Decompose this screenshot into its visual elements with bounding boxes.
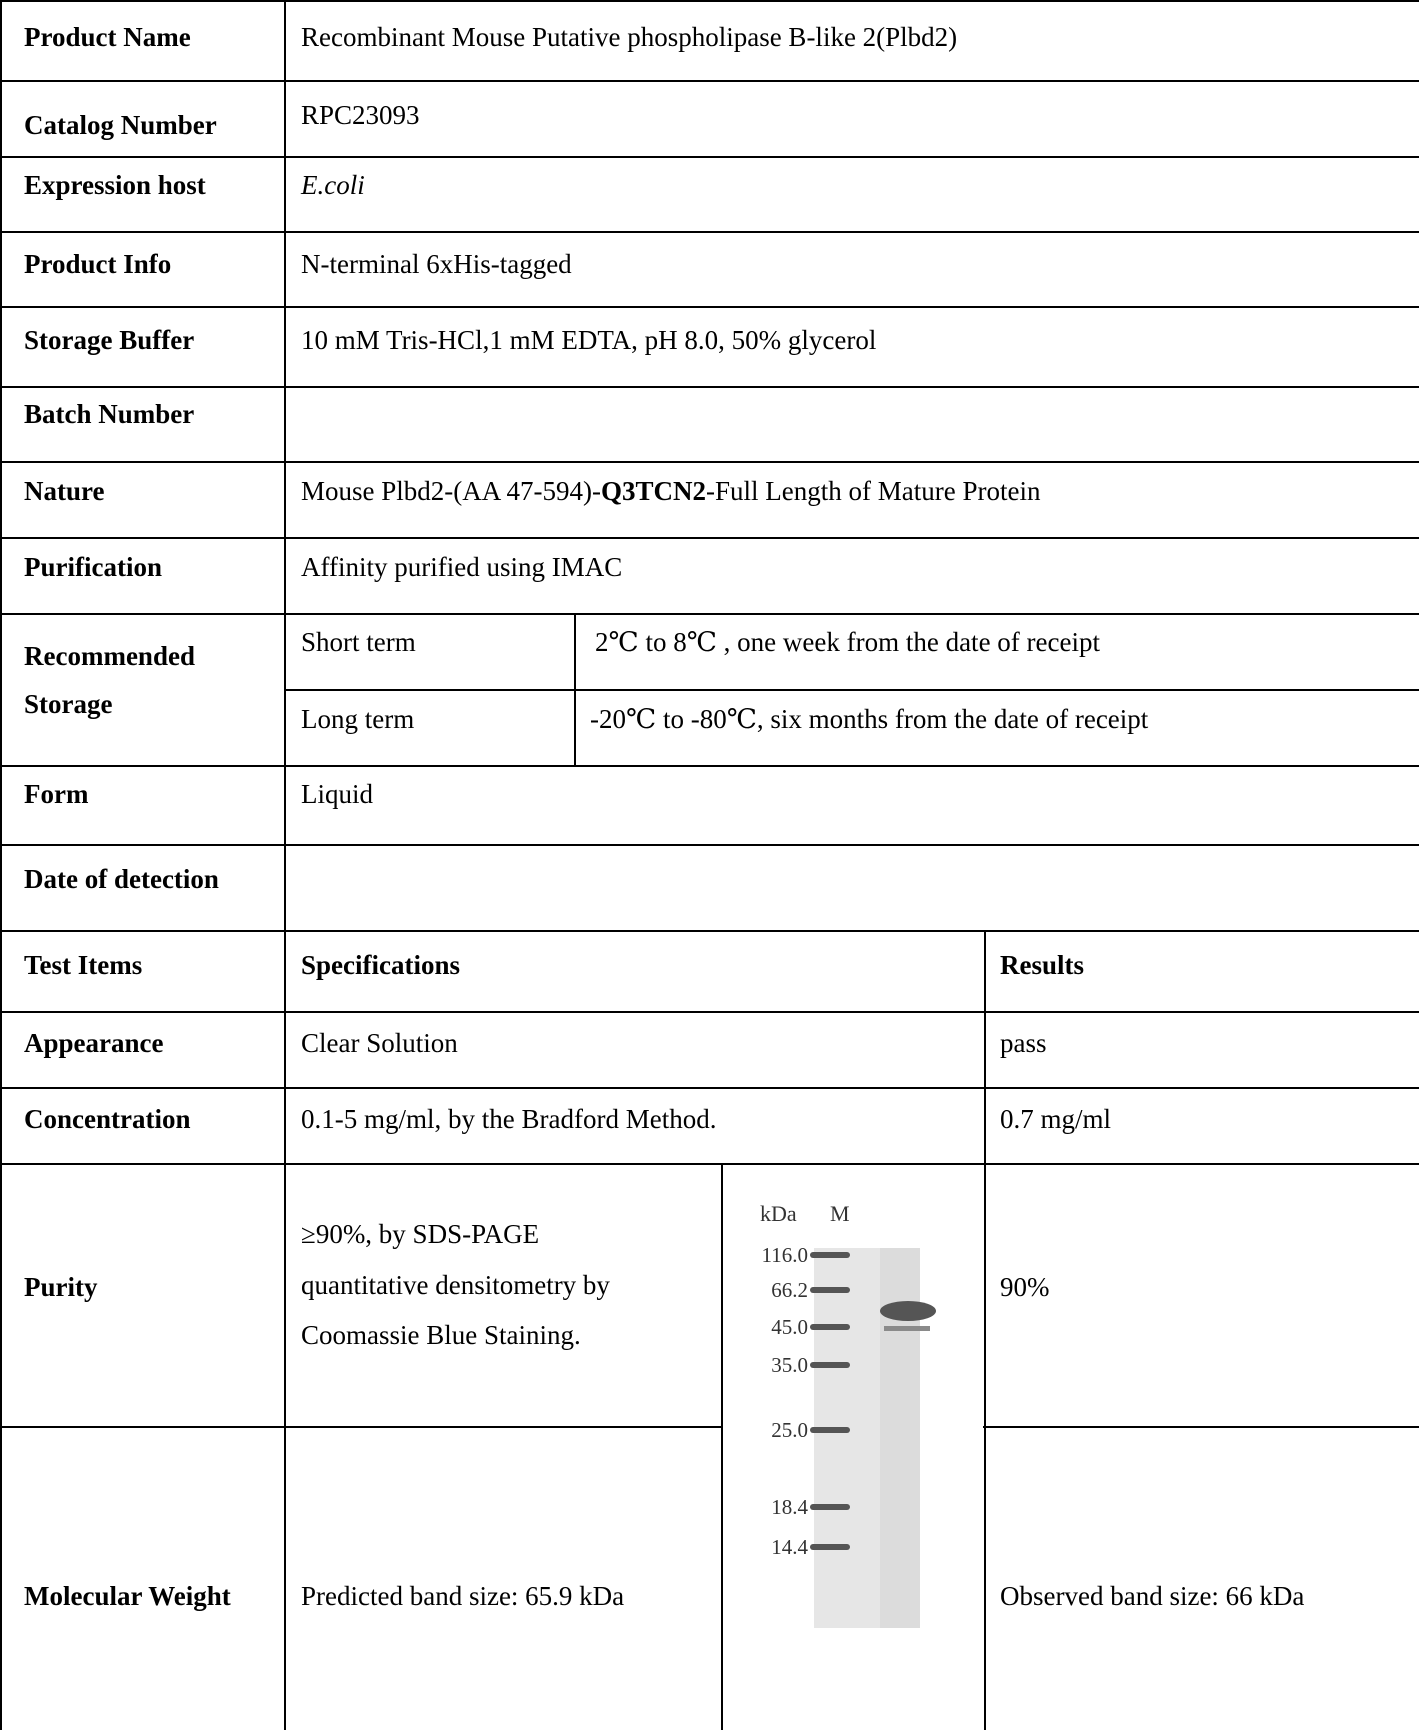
- test-items-header: Test Items: [24, 950, 143, 980]
- long-term-label: Long term: [301, 704, 415, 734]
- gel-sample-main-band: [880, 1301, 936, 1321]
- sds-page-gel-image: [730, 1196, 950, 1636]
- gel-marker-band: [810, 1504, 850, 1510]
- gel-marker-label: 14.4: [771, 1535, 808, 1559]
- concentration-label: Concentration: [24, 1104, 191, 1134]
- appearance-result: pass: [1000, 1028, 1047, 1058]
- gel-marker-band: [810, 1544, 850, 1550]
- purity-spec-line1: ≥90%, by SDS-PAGE: [301, 1219, 540, 1249]
- appearance-label: Appearance: [24, 1028, 164, 1058]
- gel-marker-band: [810, 1252, 850, 1258]
- gel-marker-label: 45.0: [771, 1315, 808, 1339]
- concentration-spec: 0.1-5 mg/ml, by the Bradford Method.: [301, 1104, 717, 1134]
- gel-svg: [730, 1196, 950, 1636]
- gel-marker-band: [810, 1362, 850, 1368]
- purity-result: 90%: [1000, 1272, 1050, 1302]
- gel-marker-label: 25.0: [771, 1418, 808, 1442]
- gel-sample-minor-band: [884, 1326, 930, 1331]
- date-of-detection-label: Date of detection: [24, 864, 219, 894]
- appearance-spec: Clear Solution: [301, 1028, 458, 1058]
- product-info-label: Product Info: [24, 249, 172, 279]
- gel-marker-lane-label: M: [830, 1201, 850, 1226]
- molecular-weight-label: Molecular Weight: [24, 1581, 231, 1611]
- storage-buffer-value: 10 mM Tris-HCl,1 mM EDTA, pH 8.0, 50% glycerol: [301, 325, 877, 355]
- nature-value: [301, 474, 1040, 509]
- gel-marker-band: [810, 1427, 850, 1433]
- long-term-value: -20℃ to -80℃, six months from the date of receipt: [590, 704, 1149, 734]
- purity-spec-line2: quantitative densitometry by: [301, 1270, 610, 1300]
- form-value: Liquid: [301, 779, 373, 809]
- gel-unit-label: kDa: [760, 1201, 797, 1226]
- results-header: Results: [1000, 950, 1085, 980]
- purity-spec-line3: Coomassie Blue Staining.: [301, 1320, 581, 1350]
- short-term-value: 2℃ to 8℃ , one week from the date of receipt: [595, 627, 1100, 657]
- short-term-label: Short term: [301, 627, 416, 657]
- product-name-value: Recombinant Mouse Putative phospholipase B-like 2(Plbd2): [301, 22, 958, 52]
- molecular-weight-result: Observed band size: 66 kDa: [1000, 1581, 1305, 1611]
- nature-value-suffix: -Full Length of Mature Protein: [706, 476, 1041, 506]
- gel-marker-label: 18.4: [771, 1495, 808, 1519]
- gel-marker-band: [810, 1287, 850, 1293]
- specifications-header: Specifications: [301, 950, 460, 980]
- product-name-label: Product Name: [24, 22, 191, 52]
- product-info-value: N-terminal 6xHis-tagged: [301, 249, 572, 279]
- gel-marker-label: 35.0: [771, 1353, 808, 1377]
- storage-buffer-label: Storage Buffer: [24, 325, 195, 355]
- gel-marker-band: [810, 1324, 850, 1330]
- catalog-number-value: RPC23093: [301, 100, 420, 130]
- nature-label: Nature: [24, 476, 105, 506]
- concentration-result: 0.7 mg/ml: [1000, 1104, 1112, 1134]
- nature-uniprot-id: Q3TCN2: [600, 476, 706, 506]
- form-label: Form: [24, 779, 89, 809]
- gel-marker-label: 116.0: [761, 1243, 808, 1267]
- nature-value-prefix: Mouse Plbd2-(AA 47-594)-: [301, 476, 601, 506]
- catalog-number-label: Catalog Number: [24, 110, 217, 140]
- gel-marker-label: 66.2: [771, 1278, 808, 1302]
- recommended-storage-label-line2: Storage: [24, 689, 113, 719]
- purity-label: Purity: [24, 1272, 98, 1302]
- purification-value: Affinity purified using IMAC: [301, 552, 623, 582]
- batch-number-label: Batch Number: [24, 399, 195, 429]
- molecular-weight-spec: Predicted band size: 65.9 kDa: [301, 1581, 625, 1611]
- purification-label: Purification: [24, 552, 162, 582]
- expression-host-label: Expression host: [24, 170, 206, 200]
- expression-host-value: E.coli: [301, 170, 365, 200]
- recommended-storage-label-line1: Recommended: [24, 641, 195, 671]
